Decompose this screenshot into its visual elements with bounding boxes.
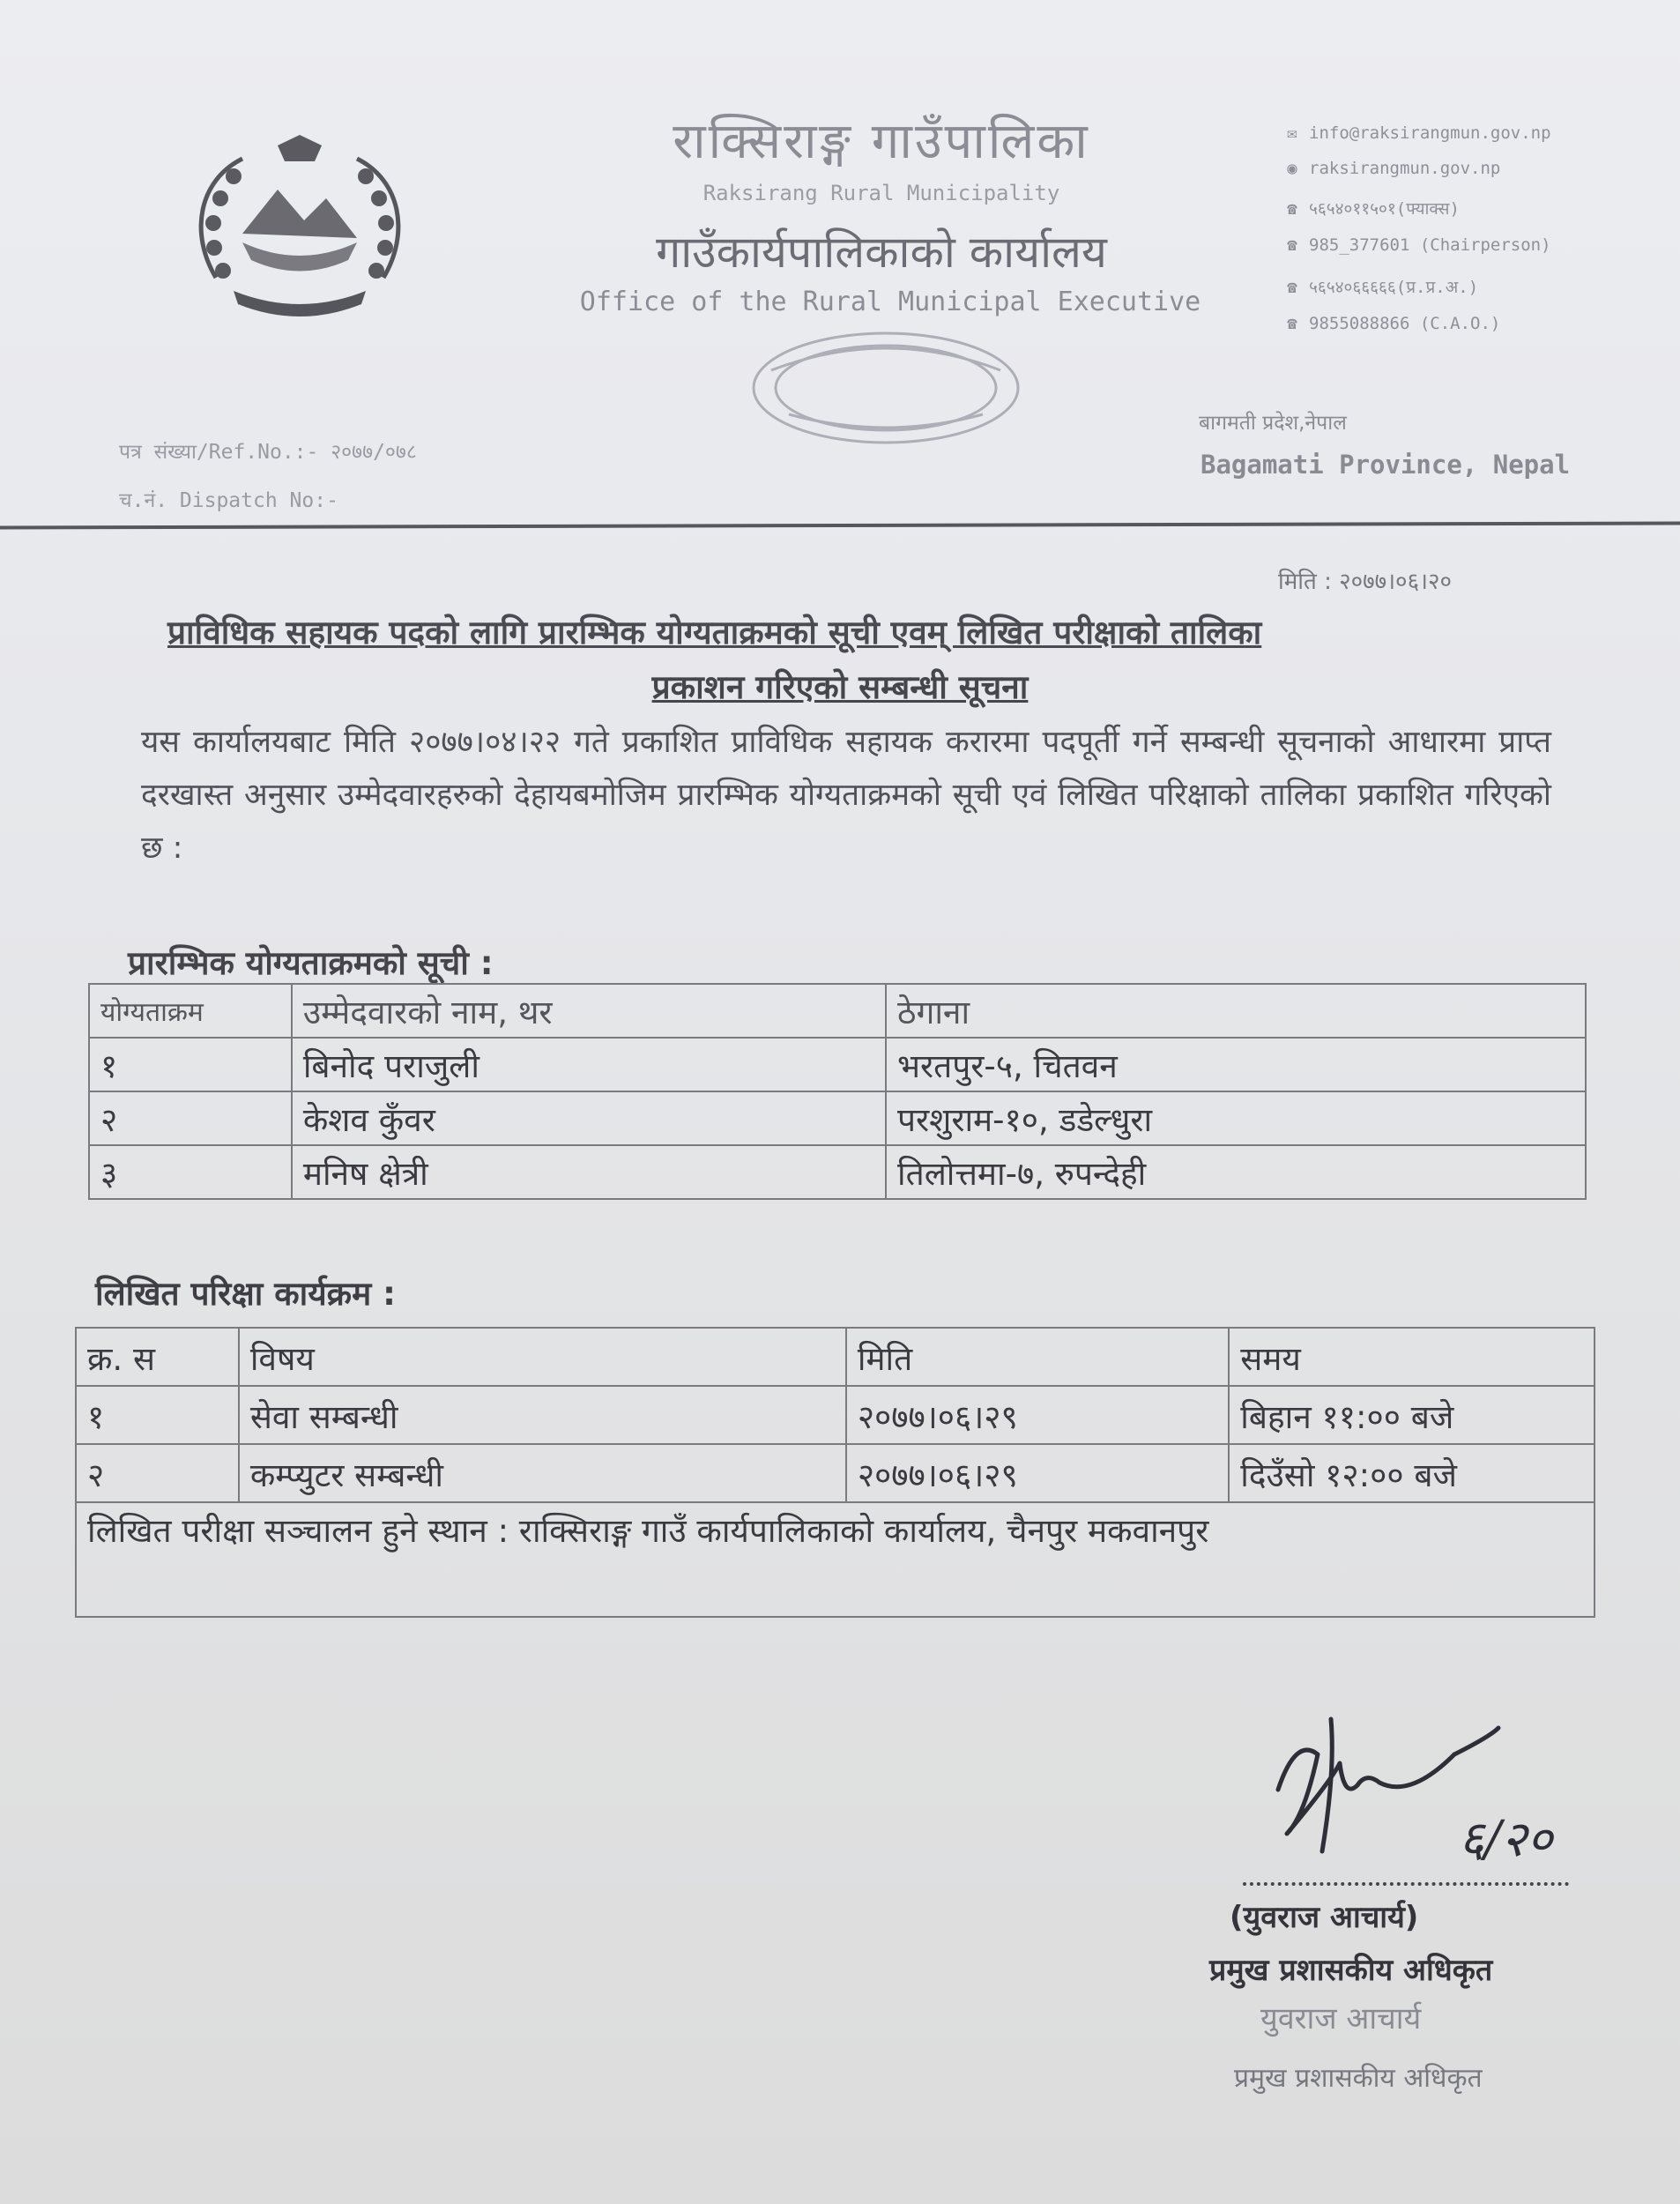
table-cell: दिउँसो १२:०० बजे — [1229, 1444, 1595, 1502]
letterhead-divider — [0, 522, 1680, 530]
notice-body-text: यस कार्यालयबाट मिति २०७७।०४।२२ गते प्रकाशित प्राविधिक सहायक करारमा पदपूर्ती गर्ने सम्बन्धी सूचनाको आधारमा प्राप्त दरखास्त अनुसार उम्मेदवारहरुको देहायबमोजिम प्रारम्भिक योग्यताक्रमको सूची एवं लिखित परिक्षाको तालिका प्रकाशित गरिएको छ : — [141, 725, 1551, 866]
table-cell: २०७७।०६।२९ — [846, 1444, 1229, 1502]
municipality-name-en: Raksirang Rural Municipality — [702, 181, 1060, 205]
table-header-cell: विषय — [239, 1328, 846, 1386]
designation-stamp: प्रमुख प्रशासकीय अधिकृत — [1234, 2063, 1483, 2094]
table-cell: बिहान ११:०० बजे — [1229, 1386, 1595, 1444]
table-row — [89, 1145, 1586, 1199]
merit-list-title: प्रारम्भिक योग्यताक्रमको सूची : — [128, 944, 494, 982]
table-cell: बिनोद पराजुली — [292, 1038, 886, 1091]
table-header-cell: समय — [1229, 1328, 1595, 1386]
name-stamp: युवराज आचार्य — [1260, 2001, 1422, 2036]
contact-phone-chair: ☎ 985_377601 (Chairperson) — [1282, 235, 1551, 255]
table-row — [89, 1091, 1586, 1145]
exam-venue-text: लिखित परीक्षा सञ्चालन हुने स्थान : राक्सिराङ्ग गाउँ कार्यपालिकाको कार्यालय, चैनपुर मकवानपुर — [76, 1502, 1595, 1617]
exam-venue-row — [76, 1502, 1595, 1617]
table-row — [76, 1386, 1595, 1444]
table-cell: २०७७।०६।२९ — [846, 1386, 1229, 1444]
office-name-en: Office of the Rural Municipal Executive — [579, 287, 1201, 317]
table-cell: केशव कुँवर — [292, 1091, 886, 1145]
contact-website: ◉ raksirangmun.gov.np — [1282, 159, 1500, 178]
table-row — [76, 1444, 1595, 1502]
handwritten-date: ६/२० — [1459, 1811, 1553, 1868]
handwritten-signature — [1234, 1701, 1639, 1887]
table-cell: मनिष क्षेत्री — [292, 1145, 886, 1199]
table-cell: सेवा सम्बन्धी — [239, 1386, 846, 1444]
table-header-cell: ठेगाना — [886, 984, 1586, 1038]
table-cell: भरतपुर-५, चितवन — [886, 1038, 1586, 1091]
contact-email: ✉ info@raksirangmun.gov.np — [1282, 123, 1551, 143]
table-cell: २ — [89, 1091, 292, 1145]
contact-phone-fax: ☎ ५६५४०११५०१(फ्याक्स) — [1282, 197, 1460, 220]
email-icon: ✉ — [1287, 123, 1297, 143]
phone-icon: ☎ — [1287, 199, 1297, 219]
office-stamp — [718, 317, 1053, 458]
nepal-emblem-icon — [181, 128, 419, 331]
table-cell: १ — [89, 1038, 292, 1091]
table-row — [89, 1038, 1586, 1091]
reference-number: पत्र संख्या/Ref.No.:- २०७७/०७८ — [119, 441, 417, 464]
dispatch-number: च.नं. Dispatch No:- — [119, 489, 338, 512]
office-name-ne: गाउँकार्यपालिकाको कार्यालय — [656, 227, 1107, 278]
signature-line — [1243, 1882, 1569, 1886]
notice-date: मिति : २०७७।०६।२० — [1278, 569, 1452, 595]
merit-list-table — [88, 983, 1587, 1200]
table-header-cell: मिति — [846, 1328, 1229, 1386]
contact-phone-cao: ☎ 9855088866 (C.A.O.) — [1282, 314, 1500, 333]
table-header-row — [76, 1328, 1595, 1386]
signatory-designation: प्रमुख प्रशासकीय अधिकृत — [1209, 1953, 1493, 1988]
signatory-name: (युवराज आचार्य) — [1230, 1900, 1419, 1935]
table-header-row — [89, 984, 1586, 1038]
table-cell: कम्प्युटर सम्बन्धी — [239, 1444, 846, 1502]
globe-icon: ◉ — [1287, 159, 1297, 178]
table-cell: तिलोत्तमा-७, रुपन्देही — [886, 1145, 1586, 1199]
table-cell: १ — [76, 1386, 239, 1444]
contact-phone-cao-office: ☎ ५६५४०६६६६६(प्र.प्र.अ.) — [1282, 275, 1478, 298]
exam-schedule-title: लिखित परिक्षा कार्यक्रम : — [95, 1275, 396, 1313]
province-ne: बागमती प्रदेश,नेपाल — [1199, 412, 1347, 435]
phone-icon: ☎ — [1287, 314, 1297, 333]
table-cell: ३ — [89, 1145, 292, 1199]
table-cell: परशुराम-१०, डडेल्धुरा — [886, 1091, 1586, 1145]
phone-icon: ☎ — [1287, 235, 1297, 255]
notice-heading-line1: प्राविधिक सहायक पदको लागि प्रारम्भिक योग्यताक्रमको सूची एवम् लिखित परीक्षाको तालिका — [167, 614, 1262, 652]
municipality-name-ne: राक्सिराङ्ग गाउँपालिका — [673, 113, 1090, 170]
exam-schedule-table — [75, 1327, 1595, 1618]
phone-icon: ☎ — [1287, 278, 1297, 297]
province-en: Bagamati Province, Nepal — [1201, 450, 1571, 480]
table-header-cell: क्र. स — [76, 1328, 239, 1386]
table-header-cell: योग्यताक्रम — [89, 984, 292, 1038]
table-header-cell: उम्मेदवारको नाम, थर — [292, 984, 886, 1038]
notice-heading-line2: प्रकाशन गरिएको सम्बन्धी सूचना — [651, 668, 1029, 706]
table-cell: २ — [76, 1444, 239, 1502]
